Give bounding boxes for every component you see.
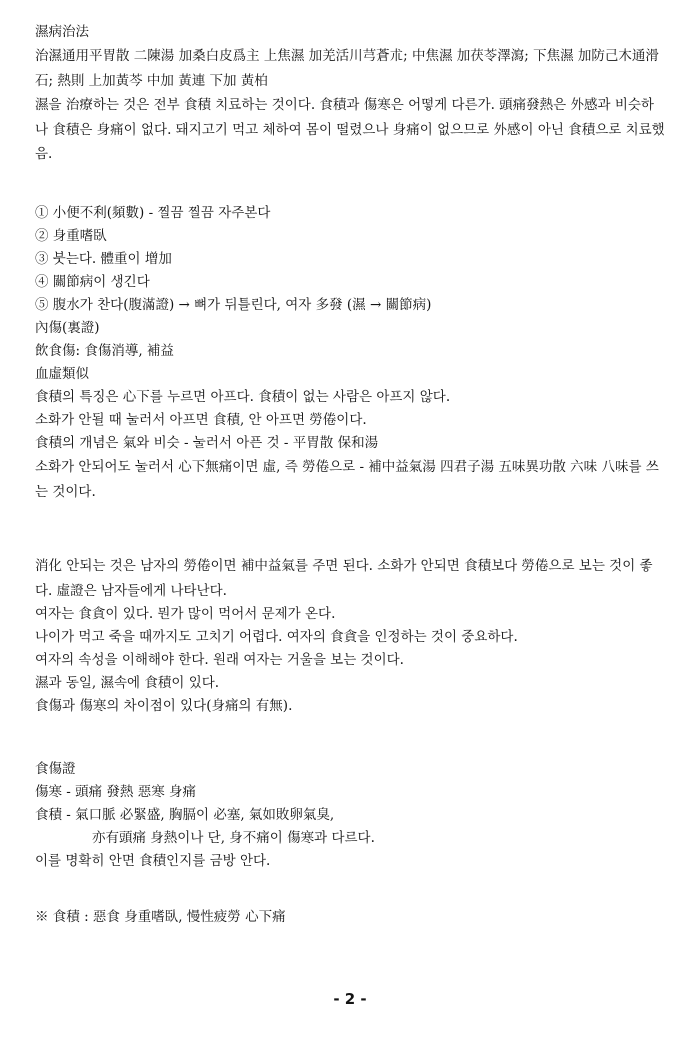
inner-line: 食積의 개념은 氣와 비슷 - 눌러서 아픈 것 - 平胃散 保和湯 bbox=[35, 435, 379, 451]
food-injury-title: 食傷證 bbox=[35, 761, 76, 777]
inner-line: 飲食傷: 食傷消導, 補益 bbox=[35, 343, 174, 359]
digestion-line: 여자의 속성을 이해해야 한다. 원래 여자는 거울을 보는 것이다. bbox=[35, 652, 404, 668]
inner-line: 血虛類似 bbox=[35, 366, 89, 382]
section-food-injury bbox=[35, 758, 666, 873]
symptom-line: ③ 붓는다. 體重이 增加 bbox=[35, 251, 172, 267]
section-treatment bbox=[35, 21, 666, 167]
digestion-line: 濕과 동일, 濕속에 食積이 있다. bbox=[35, 675, 220, 691]
food-injury-indented-line: 亦有頭痛 身熱이나 단, 身不痛이 傷寒과 다르다. bbox=[92, 830, 375, 846]
food-injury-line: 食積 - 氣口脈 必緊盛, 胸膈이 必塞, 氣如敗卵氣臭, bbox=[35, 807, 335, 823]
section-digestion bbox=[35, 554, 666, 718]
inner-paragraph: 소화가 안되어도 눌러서 心下無痛이면 虛, 즉 勞倦으로 - 補中益氣湯 四君子湯 五味異功散 六味 八味를 쓰는 것이다. bbox=[35, 459, 659, 500]
note-line: ※ 食積 : 惡食 身重嗜臥, 慢性疲勞 心下痛 bbox=[35, 909, 286, 925]
symptom-line: ⑤ 腹水가 찬다(腹滿證) → 뼈가 뒤틀린다, 여자 多發 (濕 → 關節病) bbox=[35, 297, 432, 313]
treatment-paragraph: 治濕通用平胃散 二陳湯 加桑白皮爲主 上焦濕 加羌活川芎蒼朮; 中焦濕 加茯苓澤瀉; 下焦濕 加防己木通滑石; 熱則 上加黃芩 中加 黃連 下加 黃柏 bbox=[35, 48, 659, 89]
symptom-line: ② 身重嗜臥 bbox=[35, 228, 107, 244]
digestion-line: 나이가 먹고 죽을 때까지도 고치기 어렵다. 여자의 食貪을 인정하는 것이 중요하다. bbox=[35, 629, 518, 645]
note-section bbox=[35, 906, 666, 929]
inner-line: 소화가 안될 때 눌러서 아프면 食積, 안 아프면 勞倦이다. bbox=[35, 412, 367, 428]
explanation-paragraph: 濕을 治療하는 것은 전부 食積 치료하는 것이다. 食積과 傷寒은 어떻게 다른가. 頭痛發熱은 外感과 비슷하나 食積은 身痛이 없다. 돼지고기 먹고 체하여 몸이 떨렸으나 身痛이 없으므로 外感이 아닌 食積으로 치료했음. bbox=[35, 97, 665, 162]
symptom-line: ④ 關節病이 생긴다 bbox=[35, 274, 150, 290]
section-title: 濕病治法 bbox=[35, 24, 89, 40]
digestion-line: 여자는 食貪이 있다. 뭔가 많이 먹어서 문제가 온다. bbox=[35, 606, 336, 622]
digestion-paragraph: 消化 안되는 것은 남자의 勞倦이면 補中益氣를 주면 된다. 소화가 안되면 食積보다 勞倦으로 보는 것이 좋다. 虛證은 남자들에게 나타난다. bbox=[35, 558, 653, 599]
page-number: - 2 - bbox=[333, 990, 367, 1008]
symptom-line: ① 小便不利(頻數) - 찔끔 찔끔 자주본다 bbox=[35, 205, 271, 221]
digestion-line: 食傷과 傷寒의 차이점이 있다(身痛의 有無). bbox=[35, 698, 293, 714]
inner-injury-title: 內傷(裏證) bbox=[35, 320, 100, 336]
food-injury-line: 傷寒 - 頭痛 發熱 惡寒 身痛 bbox=[35, 784, 197, 800]
section-symptoms bbox=[35, 202, 666, 504]
inner-line: 食積의 특징은 心下를 누르면 아프다. 食積이 없는 사람은 아프지 않다. bbox=[35, 389, 451, 405]
food-injury-closing-line: 이를 명확히 안면 食積인지를 금방 안다. bbox=[35, 853, 271, 869]
